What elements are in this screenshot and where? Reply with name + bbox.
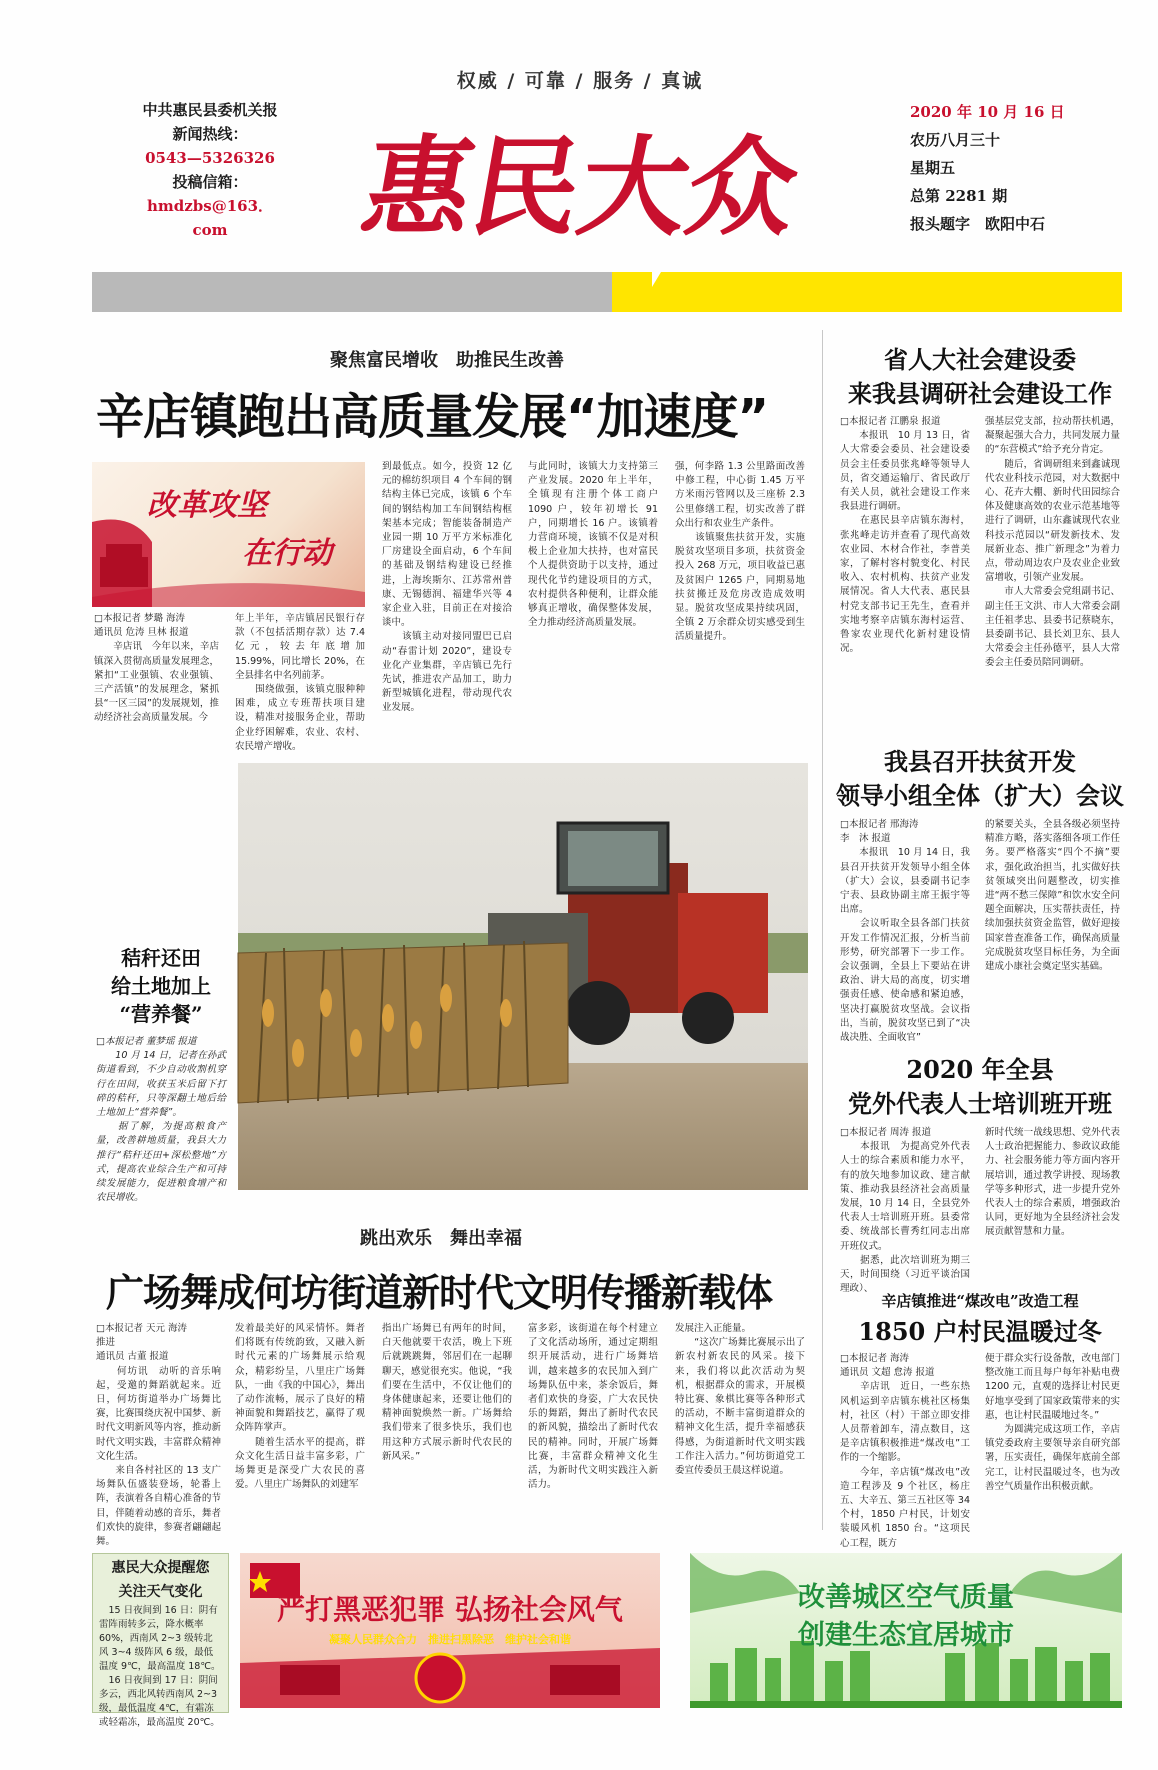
right2-head-line1: 我县召开扶贫开发 [884, 747, 1076, 776]
right1-head-line1: 省人大社会建设委 [884, 345, 1076, 374]
straw-head-line1: 秸秆还田 [121, 946, 201, 970]
dance-headline: 广场舞成何坊街道新时代文明传播新载体 [106, 1271, 773, 1315]
dance-col-5: 发展注入正能量。 “这次广场舞比赛展示出了新农村新农民的风采。接下来，我们将以此次活动为契机，根据群众的需求，开展模特比赛、象棋比赛等各种形式的活动，不断丰富街道群众的精神文化生活，提升幸福感获得感，为街道新时代文明实践工作注入活力。”何坊街道党工委宣传委员王晨这样说道。 [675, 1323, 805, 1477]
dance-col-3: 指出广场舞已有两年的时间，白天他就要干农活，晚上下班后就跳跳舞，邻居们在一起聊聊天，感觉很充实。他说，“我们要在生活中，不仅让他们的身体健康起来，还要让他们的精神面貌焕然一新。广场舞给我们带来了很多快乐，我们也用这种方式展示新时代农民的新风采。” [382, 1323, 512, 1462]
right4-headline: 1850 户村民温暖过冬 [858, 1317, 1102, 1346]
dance-kicker: 跳出欢乐 舞出幸福 [360, 1228, 522, 1249]
right2-col-1: □本报记者 邢海涛 李 沐 报道 本报讯 10 月 14 日，我县召开扶贫开发领导小组全体（扩大）会议，县委副书记李宁表、县政协副主席王振宇等出席。 会议听取全县各部门扶贫开发工作情况汇报，分析当前形势，研究部署下一步工作。会议强调，全县上下要站在讲政治、讲大局的高度，切实增强责任感、使命感和紧迫感，坚决打赢脱贫攻坚战。会议指出，当前，脱贫攻坚已到了“决战决胜、全面收官” [840, 819, 970, 1044]
masthead-info [130, 98, 290, 242]
straw-head-line3: “营养餐” [119, 1002, 203, 1026]
dance-col-1: □本报记者 天元 海涛 推进 通讯员 古董 报道 何坊讯 动听的音乐响起，受邀的舞蹈就起来。近日，何坊街道举办广场舞比赛，比赛围绕庆祝中国梦、新时代文明新风等内容，推动新时代文明实践，丰富群众精神文化生活。 来自各村社区的 13 支广场舞队伍盛装登场，轮番上阵，表演着各自精心准备的节目，伴随着动感的音乐，舞者们欢快的旋律，参赛者翩翩起舞。 [96, 1323, 221, 1548]
logo-text: 惠民大众 [353, 123, 808, 251]
weekday: 星期五 [910, 159, 956, 177]
right4-col-2: 便于群众实行设备散，改电部门整改施工而且每户每年补贴电费 1200 元，直观的选择让村民更好地享受到了国家政策带来的实惠，也让村民温暖地过冬。” 为圆满完成这项工作，辛店镇党委政府主要领导亲自研究部署，压实责任，确保年底前全部完工，让村民温暖过冬，也为改善空气质量作出积极贡献。 [985, 1353, 1120, 1492]
hotline-number: 0543—5326326 [145, 149, 275, 167]
dance-col-2: 发着最美好的风采情怀。舞者们将既有传统韵致，又融入新时代元素的广场舞展示给观众，精彩纷呈，八里庄广场舞队，一曲《我的中国心》，舞出了动作流畅，展示了良好的精神面貌和舞蹈技艺，赢得了观众阵阵掌声。 随着生活水平的提高，群众文化生活日益丰富多彩，广场舞更是深受广大农民的喜爱。八里庄广场舞队的刘建军 [235, 1323, 365, 1491]
masthead-band [92, 272, 1122, 312]
lead-col-1: □本报记者 梦璐 海涛 通讯员 危涛 旦林 报道 辛店讯 今年以来，辛店镇深入贯彻高质量发展理念，紧扣“工业强镇、农业强镇、三产活镇”的发展理念，紧抓县“一区三园”的发展规划，推动经济社会高质量发展。今 [94, 613, 219, 724]
anti-crime-subline: 凝聚人民群众合力 推进扫黑除恶 维护社会和谐 [329, 1633, 571, 1646]
right3-col-2: 新时代统一战线思想、党外代表人士政治把握能力、参政议政能力、社会服务能力等方面内容开展培训，通过教学讲授、现场教学等多种形式，进一步提升党外代表人士的综合素质，增强政治认同，更好地为全县经济社会发展贡献智慧和力量。 [985, 1127, 1120, 1238]
lead-col-4: 与此同时，该镇大力支持第三产业发展。2020 年上半年，全镇现有注册个体工商户 1090 户，较年初增长 91 户，同期增长 16 户。该镇着力营商环境，该镇不仅是对积极上企业加大扶持，也对富民个人提供资助于以支持，通过现代化节约建设项目的方式，农村提供各种便利，让群众能够真正增收，确保整体发展，全力推动经济高质量发展。 [528, 461, 658, 629]
weather-box [92, 1553, 229, 1728]
weather-body: 15 日夜间到 16 日：阴有雷阵雨转多云，降水概率 60%，西南风 2~3 级转北风 3~4 级阵风 6 级，最低温度 9℃，最高温度 18℃。 16 日夜间到 17 日：阴间多云，西北风转西南风 2~3 级，最低温度 4℃，有霜冻或轻霜冻，最高温度 20℃。 [99, 1605, 221, 1728]
lead-headline: 辛店镇跑出高质量发展“加速度” [96, 389, 769, 445]
issue-date: 2020 年 10 月 16 日 [910, 103, 1065, 121]
right4-col-1: □本报记者 海涛 通讯员 文超 怠涛 报道 辛店讯 近日，一些东热风机运到辛店镇东桃社区杨集村，社区（村）干部立即安排人员帮着卸车，清点数目，这是辛店镇积极推进“煤改电”工作的一个缩影。 今年，辛店镇“煤改电”改造工程涉及 9 个社区，杨庄五、大辛五、第三五社区等 34 个村，1850 户村民，计划安装暖风机 1850 台。“这项民心工程，既方 [840, 1353, 970, 1549]
air-quality-banner [690, 1553, 1122, 1708]
right3-head-line2: 党外代表人士培训班开班 [848, 1089, 1112, 1118]
right1-col-1: □本报记者 江鹏泉 报道 本报讯 10 月 13 日，省人大常委会委员、社会建设委员会主任委员张兆峰等领导人员，省交通运输厅、省民政厅有关人员，就社会建设工作来我县进行调研。 在惠民县辛店镇东海村，张兆峰走访并查看了现代高效农业园、木材合作社，李普美家，了解村容村貌变化、村民收入、农村机构、扶贫产业发展情况。省人大代表、惠民县村党支部书记王先生，查看并实地考察辛店镇东海村运营、鲁家农业现代化新村建设情况。 [840, 416, 970, 655]
hotline-label: 新闻热线： [172, 125, 248, 143]
straw-body: □本报记者 董梦瑶 报道 10 月 14 日，记者在孙武街道看到，不少自动收割机穿行在田间，收获玉米后留下打碎的秸秆，只等深翻土地后给土地加上“营养餐”。 据了解，为提高粮食产量，改善耕地质量，我县大力推行“秸秆还田+深松整地”方式，提高农业综合生产和可持续发展能力，促进粮食增产和农民增收。 [96, 1036, 226, 1204]
email-address: hmdzbs@163．com [146, 197, 274, 239]
reform-campaign-logo [92, 462, 365, 607]
air-quality-line2: 创建生态宜居城市 [798, 1620, 1014, 1651]
straw-head-line2: 给土地加上 [111, 974, 211, 998]
weather-title-2: 关注天气变化 [118, 1584, 203, 1600]
lead-col-5: 强，何李路 1.3 公里路面改善中修工程，中心街 1.45 万平方米雨污管网以及三座桥 2.3 公里修缮工程，切实改善了群众出行和农业生产条件。 该镇聚焦扶贫开发，实施脱贫攻坚项目多项，扶贫资金投入 268 万元，项目收益已惠及贫困户 1265 户，同期易地扶贫搬迁及危房改造成效明显。脱贫攻坚成果持续巩固，全镇 2 万余群众切实感受到生活质量提升。 [675, 461, 805, 643]
straw-headline [96, 944, 226, 1028]
dance-col-4: 富多彩，该街道在每个村建立了文化活动场所，通过定期组织开展活动，进行广场舞培训，越来越多的农民加入到广场舞队伍中来，茶余饭后，舞者们欢快的身姿，广大农民快乐的舞蹈，舞出了新时代农民的新风貌，描绘出了新时代农民的精神。同时，开展广场舞比赛，丰富群众精神文化生活，为新时代文明实践注入新活力。 [528, 1323, 658, 1491]
right2-head-line2: 领导小组全体（扩大）会议 [836, 781, 1124, 810]
air-quality-line1: 改善城区空气质量 [798, 1582, 1014, 1613]
column-divider [822, 330, 823, 1530]
right3-col-1: □本报记者 周涛 报道 本报讯 为提高党外代表人士的综合素质和能力水平，有的放矢地参加议政、建言献策、推动我县经济社会高质量发展，10 月 14 日，全县党外代表人士培训班开班。县委常委、统战部长曹秀红同志出席开班仪式。 据悉，此次培训班为期三天，时间围绕（习近平谈治国理政）、 [840, 1127, 970, 1295]
date-block [910, 98, 1110, 238]
organ-name: 中共惠民县委机关报 [142, 101, 278, 119]
lead-kicker: 聚焦富民增收 助推民生改善 [330, 350, 564, 371]
reform-line2: 在行动 [242, 536, 332, 571]
harvest-photo [238, 763, 808, 1190]
anti-crime-banner [240, 1553, 660, 1708]
masthead-slogan: 权威 / 可靠 / 服务 / 真诚 [456, 70, 704, 92]
right4-kicker: 辛店镇推进“煤改电”改造工程 [881, 1292, 1079, 1310]
newspaper-logo [353, 105, 808, 255]
right1-col-2: 强基层党支部，拉动帮扶机遇，凝聚起强大合力，共同发展力量的“东营模式”给予充分肯定。 随后，省调研组来到鑫诚现代农业科技示范园，对大数据中心、花卉大棚、新时代田园综合体及健康高效的农业示范基地等进行了调研，山东鑫诚现代农业科技示范园以“研发新技术、发展新业态、推广新理念”为着力点，带动周边农户及农业企业致富增收，引领产业发展。 市人大常委会党组副书记、副主任王文洪、市人大常委会副主任祖孝忠、县委书记蔡晓东，县委副书记、县长刘卫东、县人大常委会主任孙德平，县人大常委会主任委员陪同调研。 [985, 416, 1120, 669]
lead-col-3: 到最低点。如今，投资 12 亿元的棉纺织项目 4 个车间的钢结构主体已完成，该镇 6 个车间的钢结构加工车间钢结构框架基本完成；智能装备制造产业园一期 10 万平方米标准化厂房建设全面启动，6 个车间的基础及钢结构建设已经推进，上海埃斯尔、江苏常州普康、无锡德润、福建华兴等 4 家企业入驻，目前正在对接洽谈中。 该镇主动对接同盟巴已启动“春雷计划 2020”，建设专业化产业集群，辛店镇已先行先试，推进农产品加工，助力新型城镇化进程，带动现代农业发展。 [382, 461, 512, 714]
right2-col-2: 的紧要关头，全县各级必须坚持精准方略，落实落细各项工作任务。要严格落实“四个不摘”要求，强化政治担当，扎实做好扶贫领域突出问题整改，切实推进“两不愁三保障”和饮水安全问题全面解决，压实帮扶责任，持续加强扶贫资金监管，做好迎接国家普查准备工作，确保高质量完成脱贫攻坚目标任务，为全面建成小康社会奠定坚实基础。 [985, 819, 1120, 973]
right1-head-line2: 来我县调研社会建设工作 [848, 379, 1112, 408]
weather-title-1: 惠民大众提醒您 [111, 1560, 210, 1576]
anti-crime-slogan: 严打黑恶犯罪 弘扬社会风气 [277, 1593, 623, 1626]
issue-number: 总第 2281 期 [910, 187, 1008, 205]
mail-label: 投稿信箱： [172, 173, 248, 191]
calligraphy-credit: 报头题字 欧阳中石 [910, 215, 1046, 233]
lead-col-2: 年上半年，辛店镇居民银行存款（不包括活期存款）达 7.4 亿元，较去年底增加 15.99%，同比增长 20%，在全县排名中名列前茅。 围绕做强，该镇克服种种困难，成立专班帮扶项目建设，精准对接服务企业，帮助企业纾困解难，农业、农村、农民增产增收。 [235, 613, 365, 752]
lunar-date: 农历八月三十 [910, 131, 1001, 149]
right3-head-line1: 2020 年全县 [906, 1055, 1054, 1084]
reform-line1: 改革攻坚 [147, 488, 267, 523]
